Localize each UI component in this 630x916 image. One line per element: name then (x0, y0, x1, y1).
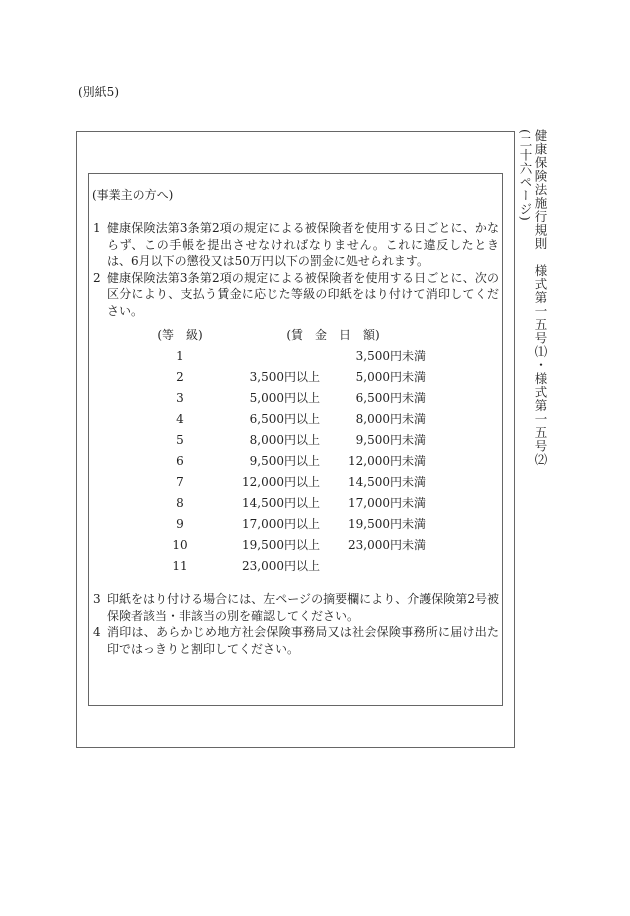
wage-to-cell: 12,000円未満 (348, 454, 426, 468)
wage-to-cell: 3,500円未満 (355, 349, 426, 363)
wage-to-cell: 23,000円未満 (348, 538, 426, 552)
table-row (140, 429, 426, 450)
wage-to-cell: 17,000円未満 (348, 496, 426, 510)
item-text: 消印は、あらかじめ地方社会保険事務局又は社会保険事務所に届け出た印ではっきりと割印してください。 (107, 625, 499, 656)
wage-from-cell: 19,500円以上 (242, 538, 320, 552)
table-row (140, 534, 426, 555)
wage-from-cell: 3,500円以上 (249, 370, 320, 384)
grade-cell: 4 (176, 411, 184, 426)
table-row (140, 471, 426, 492)
item-number: 1 (93, 221, 101, 235)
grade-cell: 9 (176, 516, 184, 531)
table-row (140, 513, 426, 534)
wage-grade-table (140, 324, 426, 576)
wage-from-cell: 5,000円以上 (249, 391, 320, 405)
wage-from-cell: 6,500円以上 (249, 412, 320, 426)
wage-from-cell (220, 345, 320, 366)
grade-cell: 3 (176, 390, 184, 405)
table-row (140, 408, 426, 429)
table-row (140, 492, 426, 513)
table-row (140, 387, 426, 408)
item-number: 3 (93, 592, 101, 606)
item-text: 健康保険法第3条第2項の規定による被保険者を使用する日ごとに、次の区分により、支払う賃金に応じた等級の印紙をはり付けて消印してください。 (107, 270, 499, 318)
wage-to-cell: 9,500円未満 (355, 433, 426, 447)
notice-items-bottom (93, 591, 499, 657)
header-wage: (賃 金 日 額) (286, 328, 380, 342)
grade-cell: 11 (172, 558, 188, 573)
item-text: 健康保険法第3条第2項の規定による被保険者を使用する日ごとに、かならず、この手帳を提出させなければなりません。これに違反したときは、6月以下の懲役又は50万円以下の罰金に処せられます。 (107, 221, 499, 269)
grade-cell: 1 (176, 348, 184, 363)
notice-item (93, 220, 499, 270)
table-row (140, 450, 426, 471)
grade-cell: 7 (176, 474, 184, 489)
notice-heading: (事業主の方へ) (92, 188, 174, 202)
wage-from-cell: 8,000円以上 (249, 433, 320, 447)
grade-cell: 8 (176, 495, 184, 510)
item-number: 2 (93, 270, 101, 285)
grade-cell: 5 (176, 432, 184, 447)
item-number: 4 (93, 625, 101, 640)
wage-to-cell: 6,500円未満 (355, 391, 426, 405)
item-text: 印紙をはり付ける場合には、左ページの摘要欄により、介護保険第2号被保険者該当・非該当の別を確認してください。 (107, 592, 499, 623)
wage-to-cell: 5,000円未満 (355, 370, 426, 384)
wage-to-cell: 8,000円未満 (355, 412, 426, 426)
table-row (140, 345, 426, 366)
grade-cell: 10 (172, 537, 188, 552)
side-title: 健康保険法施行規則 様式第一五号⑴・様式第一五号⑵ (533, 129, 548, 467)
wage-to-cell (320, 555, 426, 576)
table-row (140, 366, 426, 387)
notice-item (93, 270, 499, 320)
wage-from-cell: 12,000円以上 (242, 475, 320, 489)
wage-from-cell: 23,000円以上 (242, 559, 320, 573)
wage-to-cell: 19,500円未満 (348, 517, 426, 531)
attachment-label: (別紙5) (78, 85, 119, 99)
notice-items-top (93, 220, 499, 320)
grade-cell: 6 (176, 453, 184, 468)
wage-to-cell: 14,500円未満 (348, 475, 426, 489)
notice-item (93, 591, 499, 624)
wage-from-cell: 9,500円以上 (249, 454, 320, 468)
side-page-note: (二十六ページ) (518, 129, 533, 222)
table-header (140, 324, 426, 345)
table-row (140, 555, 426, 576)
header-grade: (等 級) (157, 328, 203, 342)
wage-from-cell: 17,000円以上 (242, 517, 320, 531)
wage-from-cell: 14,500円以上 (242, 496, 320, 510)
notice-item (93, 624, 499, 657)
grade-cell: 2 (176, 369, 184, 384)
